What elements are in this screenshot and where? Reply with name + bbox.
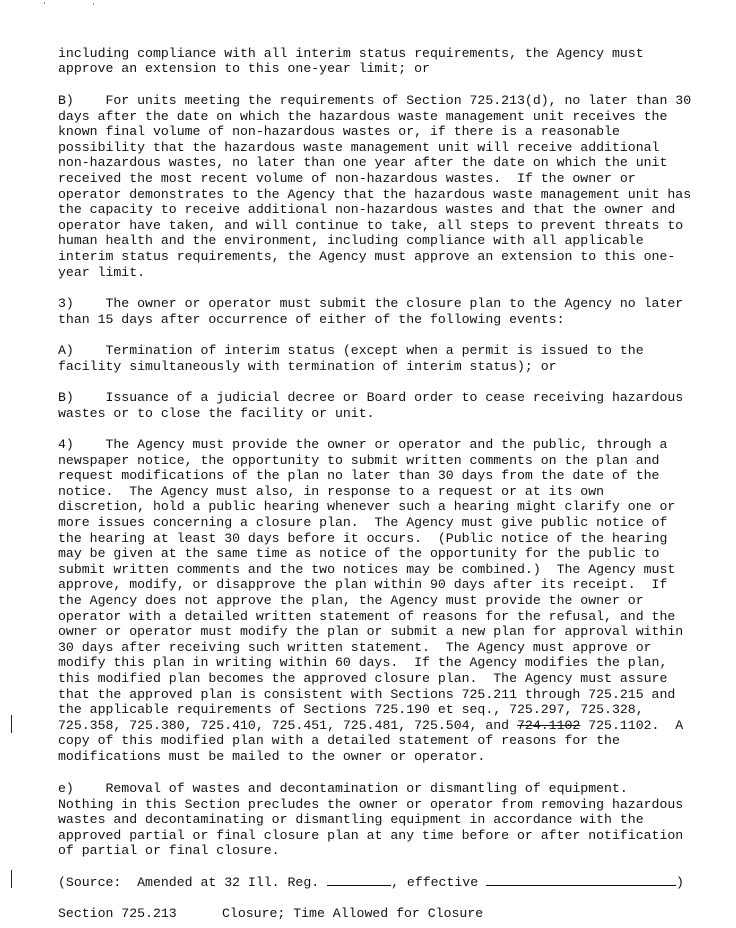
- text-line: wastes or to close the facility or unit.: [58, 405, 375, 421]
- text-line: known final volume of non-hazardous wastes or, if there is a reasonable: [58, 124, 620, 140]
- text-line: the capacity to receive additional non-hazardous wastes and that the owner and: [58, 202, 676, 218]
- struck-text: 724.1102: [517, 717, 581, 733]
- text-line: newspaper notice, the opportunity to submit written comments on the plan and: [58, 452, 660, 468]
- text-line: B) Issuance of a judicial decree or Board order to cease receiving hazardous: [58, 390, 684, 405]
- scan-speck: [44, 2, 45, 4]
- register-page-blank: [327, 874, 391, 886]
- section-number: Section 725.213: [58, 906, 177, 921]
- text-line: modifications must be mailed to the owner or operator.: [58, 749, 486, 764]
- text-line: submit written comments and the two notices may be combined.) The Agency must: [58, 561, 676, 577]
- text-line: than 15 days after occurrence of either of the following events:: [58, 311, 565, 327]
- amended-citation-line: [58, 718, 683, 733]
- text-line: the hearing at least 30 days before it occurs. (Public notice of the hearing: [58, 530, 668, 546]
- text-line: operator have taken, and will continue to take, all steps to prevent threats to: [58, 217, 684, 233]
- text-line: the Agency does not approve the plan, the Agency must provide the owner or: [58, 593, 644, 608]
- text-line: Nothing in this Section precludes the owner or operator from removing hazardous: [58, 796, 684, 812]
- text-line: operator demonstrates to the Agency that the hazardous waste management unit has: [58, 186, 692, 202]
- text-line: human health and the environment, including compliance with all applicable: [58, 233, 644, 249]
- text-line: that the approved plan is consistent with Sections 725.211 through 725.215 and: [58, 686, 676, 702]
- section-title: Closure; Time Allowed for Closure: [222, 906, 484, 921]
- text-line: 4) The Agency must provide the owner or operator and the public, through a: [58, 437, 668, 452]
- text-line: request modifications of the plan no later than 30 days from the date of the: [58, 468, 660, 484]
- citation-text: 725.1102. A: [580, 717, 684, 733]
- text-line: non-hazardous wastes, no later than one year after the date on which the unit: [58, 155, 668, 171]
- text-line: facility simultaneously with termination of interim status); or: [58, 358, 557, 374]
- change-bar: [11, 870, 12, 888]
- text-line: more issues concerning a closure plan. The Agency must give public notice of: [58, 515, 668, 530]
- text-line: modify this plan in writing within 60 days. If the Agency modifies the plan,: [58, 655, 668, 671]
- text-line: received the most recent volume of non-hazardous wastes. If the owner or: [58, 171, 636, 186]
- source-suffix: ): [676, 875, 684, 890]
- text-line: 30 days after receiving such written statement. The Agency must approve or: [58, 639, 652, 655]
- text-line: may be given at the same time as notice of the opportunity for the public to: [58, 546, 660, 562]
- text-line: approve, modify, or disapprove the plan within 90 days after its receipt. If: [58, 577, 668, 593]
- text-line: notice. The Agency must also, in response to a request or at its own: [58, 483, 605, 499]
- text-line: owner or operator must modify the plan or submit a new plan for approval within: [58, 624, 684, 640]
- text-line: possibility that the hazardous waste management unit will receive additional: [58, 139, 660, 155]
- effective-date-blank: [486, 874, 676, 886]
- text-line: interim status requirements, the Agency must approve an extension to this one-: [58, 249, 676, 264]
- source-middle: , effective: [391, 875, 487, 890]
- text-line: including compliance with all interim status requirements, the Agency must: [58, 46, 644, 61]
- text-line: B) For units meeting the requirements of Section 725.213(d), no later than 30: [58, 93, 692, 108]
- text-line: the applicable requirements of Sections 725.190 et seq., 725.297, 725.328,: [58, 702, 644, 718]
- text-line: days after the date on which the hazardous waste management unit receives the: [58, 108, 668, 124]
- text-line: e) Removal of wastes and decontamination or dismantling of equipment.: [58, 781, 628, 796]
- source-line: [58, 874, 684, 890]
- text-line: A) Termination of interim status (except when a permit is issued to the: [58, 343, 644, 358]
- text-line: operator with a detailed written statement of reasons for the refusal, and the: [58, 608, 676, 624]
- text-line: this modified plan becomes the approved closure plan. The Agency must assure: [58, 671, 668, 686]
- scan-speck: [93, 3, 94, 5]
- text-line: wastes and decontaminating or dismantling equipment in accordance with the: [58, 812, 644, 828]
- source-prefix: (Source: Amended at 32 Ill. Reg.: [58, 875, 328, 890]
- change-bar: [11, 715, 12, 733]
- citation-text: 725.358, 725.380, 725.410, 725.451, 725.481, 725.504, and: [58, 717, 517, 733]
- text-line: 3) The owner or operator must submit the closure plan to the Agency no later: [58, 296, 684, 311]
- text-line: approve an extension to this one-year limit; or: [58, 61, 430, 76]
- text-line: of partial or final closure.: [58, 843, 280, 859]
- text-line: approved partial or final closure plan at any time before or after notification: [58, 827, 684, 843]
- text-line: year limit.: [58, 264, 146, 280]
- text-line: copy of this modified plan with a detailed statement of reasons for the: [58, 733, 620, 749]
- text-line: discretion, hold a public hearing whenever such a hearing might clarify one or: [58, 499, 676, 515]
